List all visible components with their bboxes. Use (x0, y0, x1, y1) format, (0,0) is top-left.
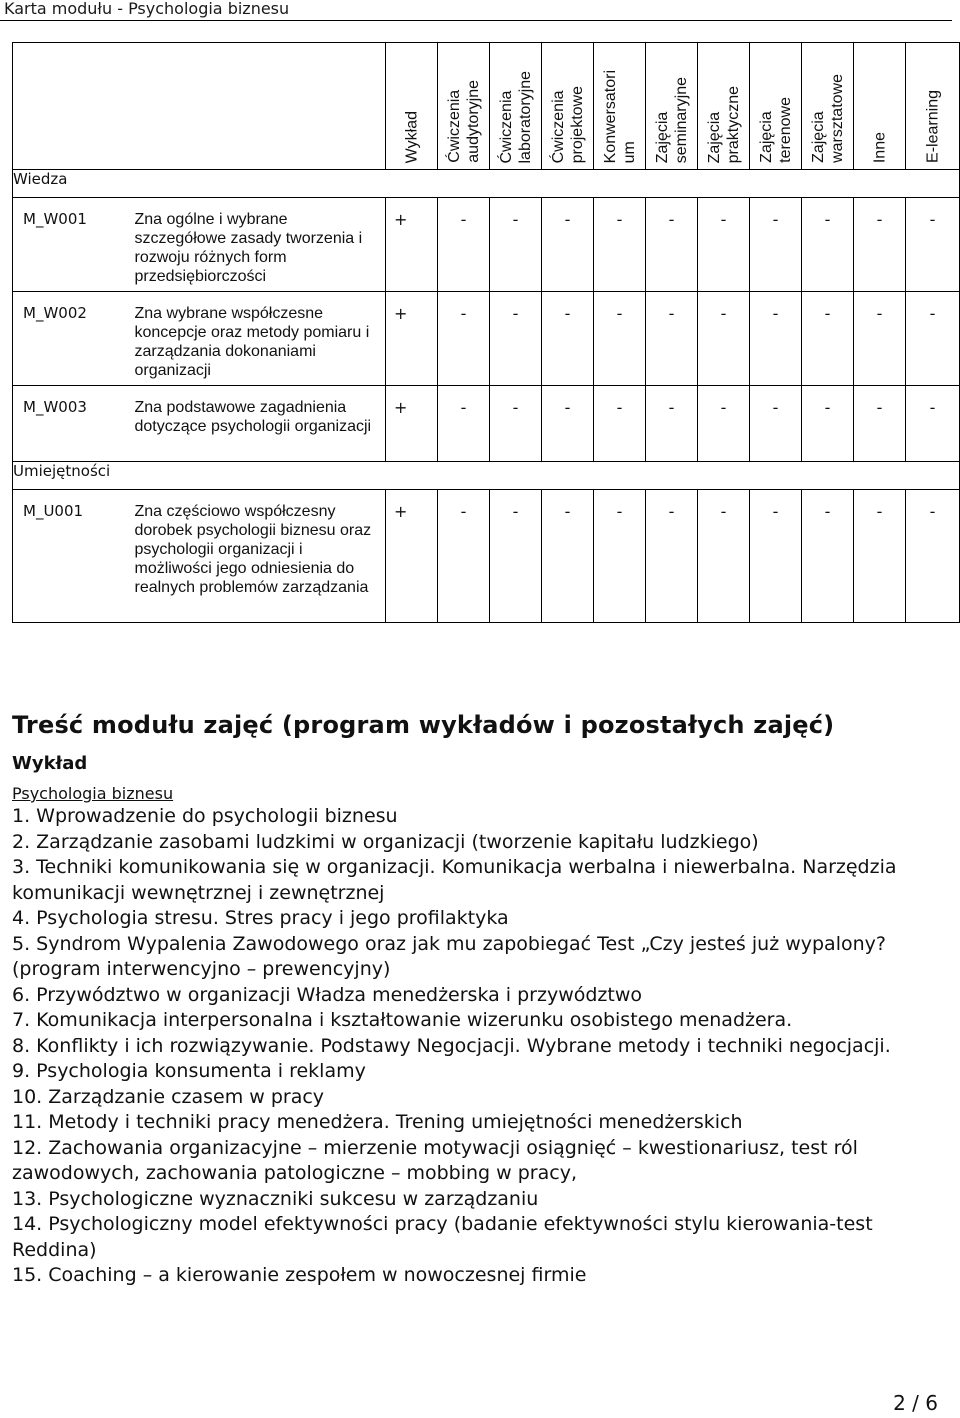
mark-cell: - (594, 292, 646, 386)
lecture-subtitle-link[interactable]: Psychologia biznesu (12, 784, 174, 803)
table-row (13, 386, 960, 462)
list-item: 1. Wprowadzenie do psychologii biznesu (12, 805, 398, 827)
column-header: Ćwiczenia laboratoryjne (490, 43, 542, 170)
list-item: 11. Metody i techniki pracy menedżera. Trening umiejętności menedżerskich (12, 1111, 743, 1133)
column-header: Wykład (386, 43, 438, 170)
outcome-code: M_W003 (13, 386, 126, 462)
mark-cell: - (750, 292, 802, 386)
mark-cell: - (438, 198, 490, 292)
mark-cell: - (854, 386, 906, 462)
outcome-code: M_U001 (13, 490, 126, 623)
header-blank-cell (13, 43, 386, 170)
mark-cell: + (386, 490, 438, 623)
list-item: 5. Syndrom Wypalenia Zawodowego oraz jak mu zapobiegać Test „Czy jesteś już wypalony?(program interwencyjno – prewencyjny) (12, 932, 886, 980)
mark-cell: + (386, 386, 438, 462)
list-item: 3. Techniki komunikowania się w organizacji. Komunikacja werbalna i niewerbalna. Narzędzia komunikacji wewnętrznej i zewnętrznej (12, 856, 897, 904)
outcome-description: Zna wybrane współczesne koncepcje oraz metody pomiaru i zarządzania dokonaniami organizacji (126, 292, 386, 386)
column-header: Zajęcia warsztatowe (802, 43, 854, 170)
mark-cell: - (594, 198, 646, 292)
table-row (13, 292, 960, 386)
mark-cell: - (750, 490, 802, 623)
mark-cell: - (594, 490, 646, 623)
mark-cell: - (542, 490, 594, 623)
mark-cell: - (906, 198, 960, 292)
page-number: 2 / 6 (893, 1391, 938, 1415)
list-item: 7. Komunikacja interpersonalna i kształtowanie wizerunku osobistego menadżera. (12, 1009, 793, 1031)
column-header: E-learning (906, 43, 960, 170)
outcome-description: Zna podstawowe zagadnienia dotyczące psychologii organizacji (126, 386, 386, 462)
group-label: Wiedza (13, 170, 960, 198)
list-item: 2. Zarządzanie zasobami ludzkimi w organizacji (tworzenie kapitału ludzkiego) (12, 830, 759, 853)
list-item: 8. Konflikty i ich rozwiązywanie. Podstawy Negocjacji. Wybrane metody i techniki negocjacji. (12, 1034, 891, 1057)
mark-cell: - (698, 292, 750, 386)
list-item: 4. Psychologia stresu. Stres pracy i jego profilaktyka (12, 907, 509, 929)
column-header: Inne (854, 43, 906, 170)
mark-cell: - (854, 198, 906, 292)
mark-cell: - (542, 292, 594, 386)
column-header: Zajęcia praktyczne (698, 43, 750, 170)
mark-cell: - (438, 386, 490, 462)
mark-cell: - (542, 198, 594, 292)
list-item: 10. Zarządzanie czasem w pracy (12, 1085, 325, 1108)
mark-cell: - (802, 490, 854, 623)
outcome-description: Zna częściowo współczesny dorobek psychologii biznesu oraz psychologii organizacji i możliwości jego odniesienia do realnych problemów zarządzania (126, 490, 386, 623)
mark-cell: - (906, 386, 960, 462)
group-label: Umiejętności (13, 462, 960, 490)
mark-cell: - (438, 292, 490, 386)
list-item: 13. Psychologiczne wyznaczniki sukcesu w zarządzaniu (12, 1187, 539, 1210)
outcome-code: M_W002 (13, 292, 126, 386)
learning-outcomes-table (12, 42, 960, 623)
mark-cell: - (542, 386, 594, 462)
mark-cell: - (646, 198, 698, 292)
list-item: 15. Coaching – a kierowanie zespołem w nowoczesnej firmie (12, 1264, 587, 1286)
mark-cell: - (698, 490, 750, 623)
table-row (13, 198, 960, 292)
mark-cell: - (490, 490, 542, 623)
mark-cell: - (646, 292, 698, 386)
outcome-code: M_W001 (13, 198, 126, 292)
content-heading: Treść modułu zajęć (program wykładów i pozostałych zajęć) (12, 711, 835, 739)
mark-cell: + (386, 198, 438, 292)
list-item: 9. Psychologia konsumenta i reklamy (12, 1060, 366, 1082)
table-header-row (13, 43, 960, 170)
topic-list (12, 804, 948, 1289)
mark-cell: + (386, 292, 438, 386)
column-header: Zajęcia terenowe (750, 43, 802, 170)
mark-cell: - (802, 292, 854, 386)
section-heading: Wykład (12, 753, 88, 774)
mark-cell: - (854, 490, 906, 623)
mark-cell: - (490, 198, 542, 292)
mark-cell: - (854, 292, 906, 386)
mark-cell: - (802, 198, 854, 292)
mark-cell: - (906, 292, 960, 386)
column-header: Ćwiczenia audytoryjne (438, 43, 490, 170)
module-content (12, 708, 948, 1289)
mark-cell: - (750, 386, 802, 462)
mark-cell: - (750, 198, 802, 292)
list-item: 12. Zachowania organizacyjne – mierzenie motywacji osiągnięć – kwestionariusz, test ról zawodowych, zachowania patologiczne – mobbing w pracy, (12, 1136, 858, 1184)
group-row-wiedza (13, 170, 960, 198)
column-header: Ćwiczenia projektowe (542, 43, 594, 170)
document-title: Karta modułu - Psychologia biznesu (0, 0, 952, 21)
column-header: Konwersatori um (594, 43, 646, 170)
group-row-umiejetnosci (13, 462, 960, 490)
mark-cell: - (646, 386, 698, 462)
outcome-description: Zna ogólne i wybrane szczegółowe zasady tworzenia i rozwoju różnych form przedsiębiorczości (126, 198, 386, 292)
mark-cell: - (646, 490, 698, 623)
list-item: 6. Przywództwo w organizacji Władza menedżerska i przywództwo (12, 983, 643, 1006)
column-header: Zajęcia seminaryjne (646, 43, 698, 170)
mark-cell: - (438, 490, 490, 623)
mark-cell: - (906, 490, 960, 623)
mark-cell: - (490, 292, 542, 386)
mark-cell: - (802, 386, 854, 462)
mark-cell: - (594, 386, 646, 462)
mark-cell: - (698, 198, 750, 292)
mark-cell: - (698, 386, 750, 462)
mark-cell: - (490, 386, 542, 462)
list-item: 14. Psychologiczny model efektywności pracy (badanie efektywności stylu kierowania-test Reddina) (12, 1213, 873, 1261)
table-row (13, 490, 960, 623)
